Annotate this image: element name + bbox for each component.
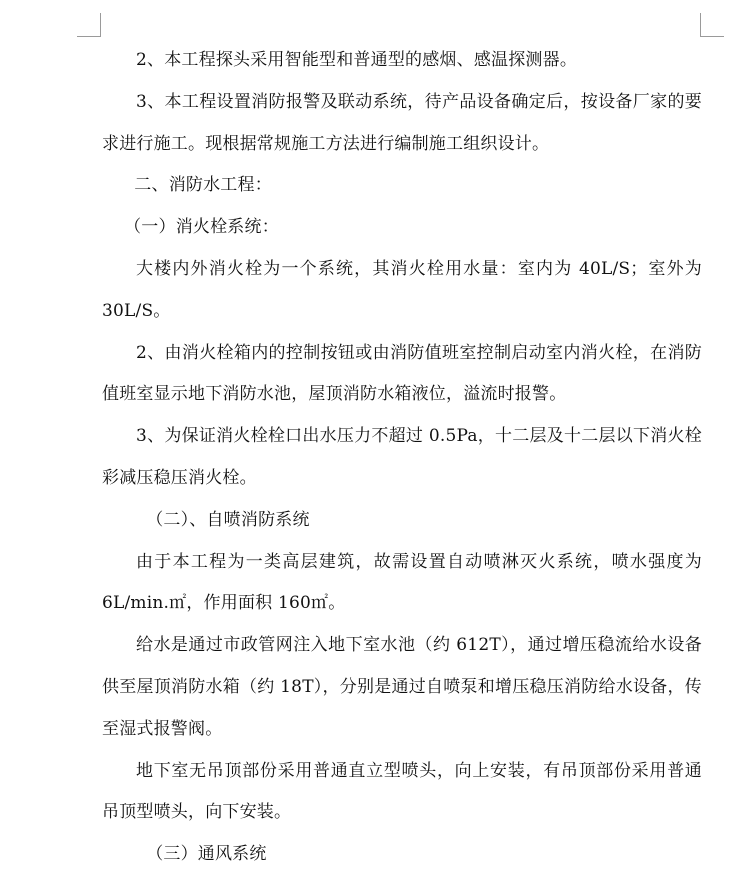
paragraph-hydrant-pressure: 3、为保证消火栓栓口出水压力不超过 0.5Pa，十二层及十二层以下消火栓彩减压稳压消火栓。 [102, 426, 702, 488]
paragraph-sprinkler-intensity: 由于本工程为一类高层建筑，故需设置自动喷淋灭火系统，喷水强度为 6L/min.㎡，作用面积 160㎡。 [102, 551, 702, 614]
paragraph-hydrant-flow: 大楼内外消火栓为一个系统，其消火栓用水量：室内为 40L/S；室外为 30L/S。 [102, 258, 702, 321]
paragraph-water-supply: 给水是通过市政管网注入地下室水池（约 612T），通过增压稳流给水设备供至屋顶消防水箱（约 18T），分别是通过自喷泵和增压稳压消防给水设备，传至湿式报警阀。 [102, 635, 702, 739]
section-heading-fire-water: 二、消防水工程： [134, 175, 272, 196]
paragraph-detector-types: 2、本工程探头采用智能型和普通型的感烟、感温探测器。 [136, 50, 578, 70]
crop-mark-top-right [700, 13, 724, 37]
crop-mark-top-left [77, 13, 101, 37]
subsection-heading-hydrant: （一）消火栓系统： [124, 217, 279, 238]
document-body [102, 40, 702, 876]
paragraph-alarm-linkage: 3、本工程设置消防报警及联动系统，待产品设备确定后，按设备厂家的要求进行施工。现根据常规施工方法进行编制施工组织设计。 [102, 91, 702, 154]
subsection-heading-sprinkler: （二）、自喷消防系统 [146, 509, 310, 530]
subsection-heading-ventilation: （三）通风系统 [146, 844, 267, 865]
paragraph-sprinkler-heads: 地下室无吊顶部份采用普通直立型喷头，向上安装，有吊顶部份采用普通吊顶型喷头，向下安装。 [102, 760, 702, 823]
paragraph-hydrant-control: 2、由消火栓箱内的控制按钮或由消防值班室控制启动室内消火栓，在消防值班室显示地下消防水池，屋顶消防水箱液位，溢流时报警。 [102, 342, 702, 405]
